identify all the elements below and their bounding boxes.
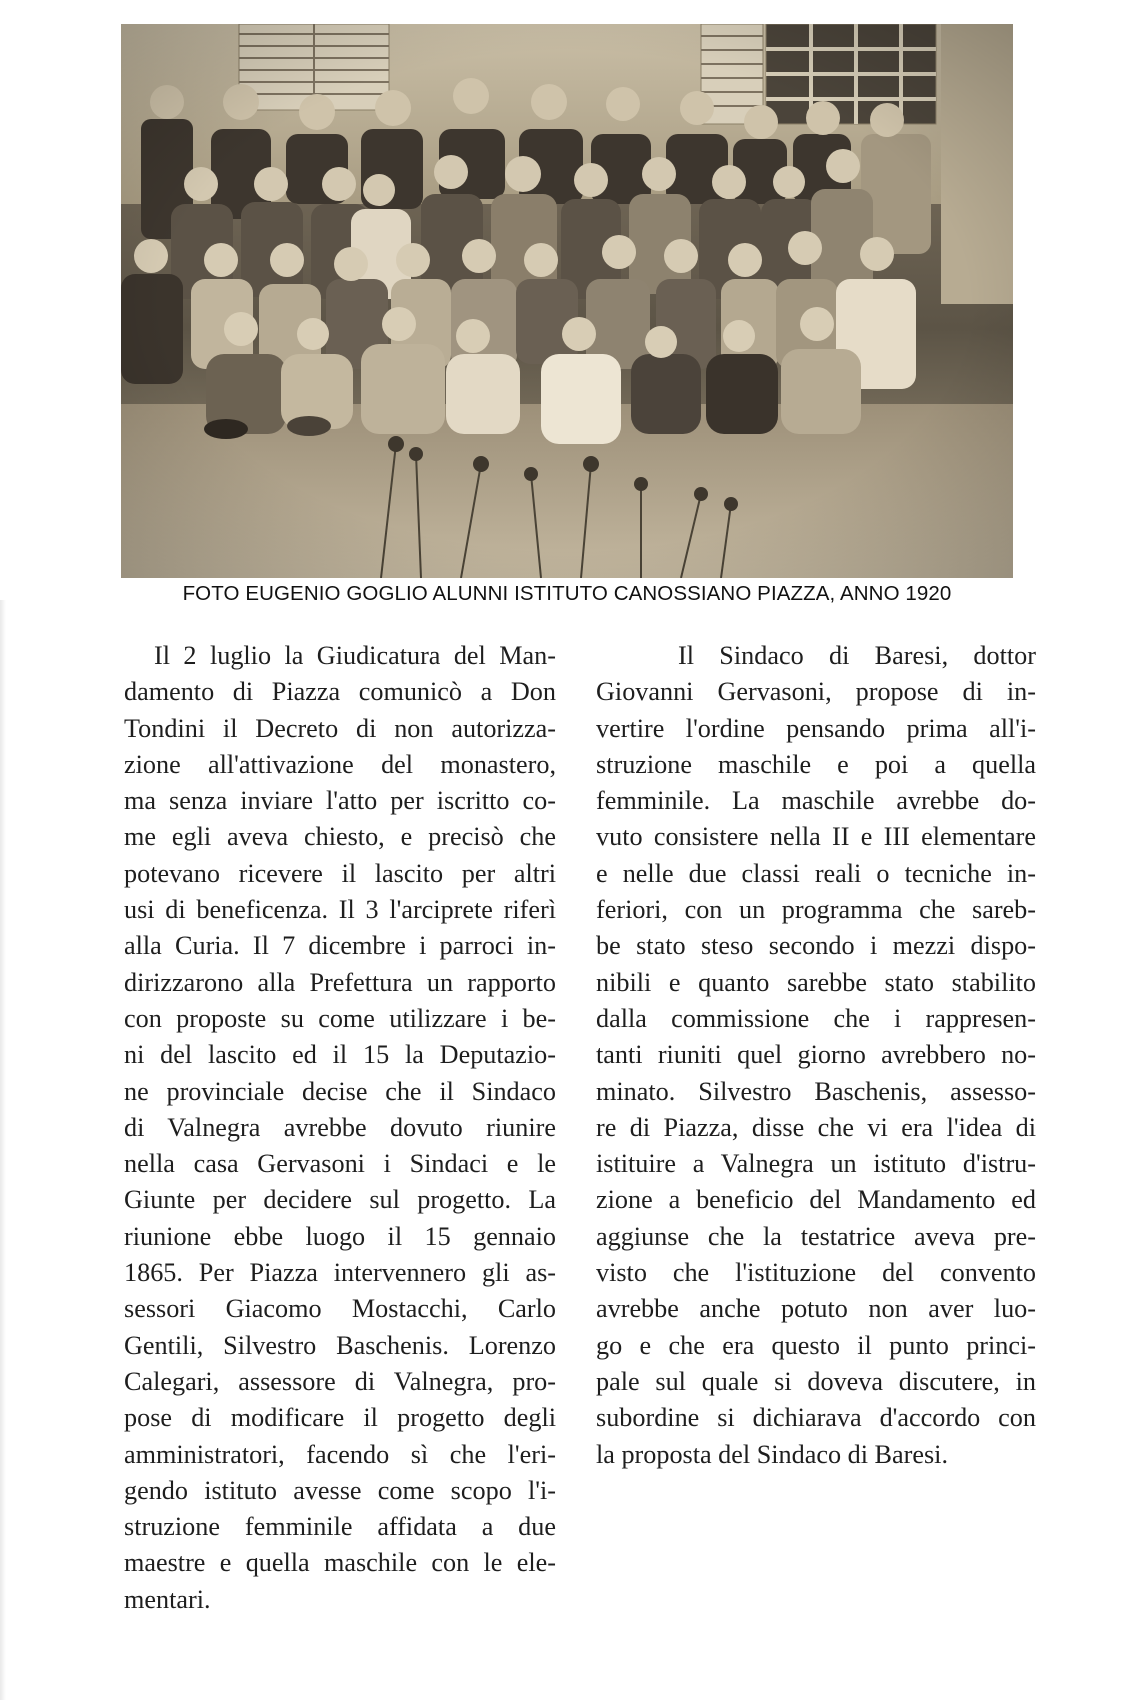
text-line: mentari. (124, 1584, 211, 1614)
text-line: struzione maschile e poi a quella (596, 749, 1036, 779)
text-line: be stato steso secondo i mezzi dispo- (596, 931, 1036, 961)
text-line: potevano ricevere il lascito per altri (124, 858, 556, 888)
text-line: 1865. Per Piazza intervennero gli as- (124, 1258, 556, 1288)
text-line: zione all'attivazione del monastero, (124, 749, 556, 779)
class-photograph (121, 24, 1013, 578)
text-line: Gentili, Silvestro Baschenis. Lorenzo (124, 1330, 556, 1360)
scan-edge (0, 600, 6, 1700)
text-line: e nelle due classi reali o tecniche in- (596, 858, 1036, 888)
left-column-text (124, 638, 556, 1618)
text-line: istituire a Valnegra un istituto d'istru- (596, 1149, 1036, 1179)
text-line: me egli aveva chiesto, e precisò che (124, 822, 556, 852)
text-line: vertire l'ordine pensando prima all'i- (596, 713, 1036, 743)
text-line: struzione femminile affidata a due (124, 1512, 556, 1542)
text-line: sessori Giacomo Mostacchi, Carlo (124, 1294, 556, 1324)
text-line: dalla commissione che i rappresen- (596, 1003, 1036, 1033)
text-line: Calegari, assessore di Valnegra, pro- (124, 1366, 556, 1396)
text-line: femminile. La maschile avrebbe do- (596, 786, 1036, 816)
text-line: minato. Silvestro Baschenis, assesso- (596, 1076, 1036, 1106)
text-line: ne provinciale decise che il Sindaco (124, 1076, 556, 1106)
text-line: ni del lascito ed il 15 la Deputazio- (124, 1040, 556, 1070)
text-line: maestre e quella maschile con le ele- (124, 1548, 556, 1578)
text-line: re di Piazza, disse che vi era l'idea di (596, 1112, 1036, 1142)
text-line: di Valnegra avrebbe dovuto riunire (124, 1112, 556, 1142)
text-line: Giovanni Gervasoni, propose di in- (596, 677, 1036, 707)
text-line: feriori, con un programma che sareb- (596, 895, 1036, 925)
text-line: vuto consistere nella II e III elementare (596, 822, 1036, 852)
text-line: alla Curia. Il 7 dicembre i parroci in- (124, 931, 556, 961)
text-line: nibili e quanto sarebbe stato stabilito (596, 967, 1036, 997)
text-line: Il Sindaco di Baresi, dottor (678, 641, 1036, 670)
text-line: avrebbe anche potuto non aver luo- (596, 1294, 1036, 1324)
text-line: subordine si dichiarava d'accordo con (596, 1403, 1036, 1433)
right-column-text (596, 638, 1036, 1473)
text-line: aggiunse che la testatrice aveva pre- (596, 1221, 1036, 1251)
text-line: go e che era questo il punto princi- (596, 1330, 1036, 1360)
text-line: usi di beneficenza. Il 3 l'arciprete riferì (124, 895, 556, 925)
text-line: la proposta del Sindaco di Baresi. (596, 1439, 948, 1469)
text-line: nella casa Gervasoni i Sindaci e le (124, 1149, 556, 1179)
text-line: tanti riuniti quel giorno avrebbero no- (596, 1040, 1036, 1070)
text-line: visto che l'istituzione del convento (596, 1258, 1036, 1288)
text-line: zione a beneficio del Mandamento ed (596, 1185, 1036, 1215)
text-line: damento di Piazza comunicò a Don (124, 677, 556, 707)
text-line: pose di modificare il progetto degli (124, 1403, 556, 1433)
class-photo-image (121, 24, 1013, 578)
text-line: Il 2 luglio la Giudicatura del Man- (154, 641, 556, 670)
text-line: ma senza inviare l'atto per iscritto co- (124, 786, 556, 816)
text-line: amministratori, facendo sì che l'eri- (124, 1439, 556, 1469)
text-line: pale sul quale si doveva discutere, in (596, 1366, 1036, 1396)
text-line: dirizzarono alla Prefettura un rapporto (124, 967, 556, 997)
text-line: riunione ebbe luogo il 15 gennaio (124, 1221, 556, 1251)
text-line: gendo istituto avesse come scopo l'i- (124, 1475, 556, 1505)
text-line: con proposte su come utilizzare i be- (124, 1003, 556, 1033)
photo-caption: FOTO EUGENIO GOGLIO ALUNNI ISTITUTO CANOSSIANO PIAZZA, ANNO 1920 (182, 582, 952, 605)
text-line: Tondini il Decreto di non autorizza- (124, 713, 556, 743)
text-line: Giunte per decidere sul progetto. La (124, 1185, 556, 1215)
